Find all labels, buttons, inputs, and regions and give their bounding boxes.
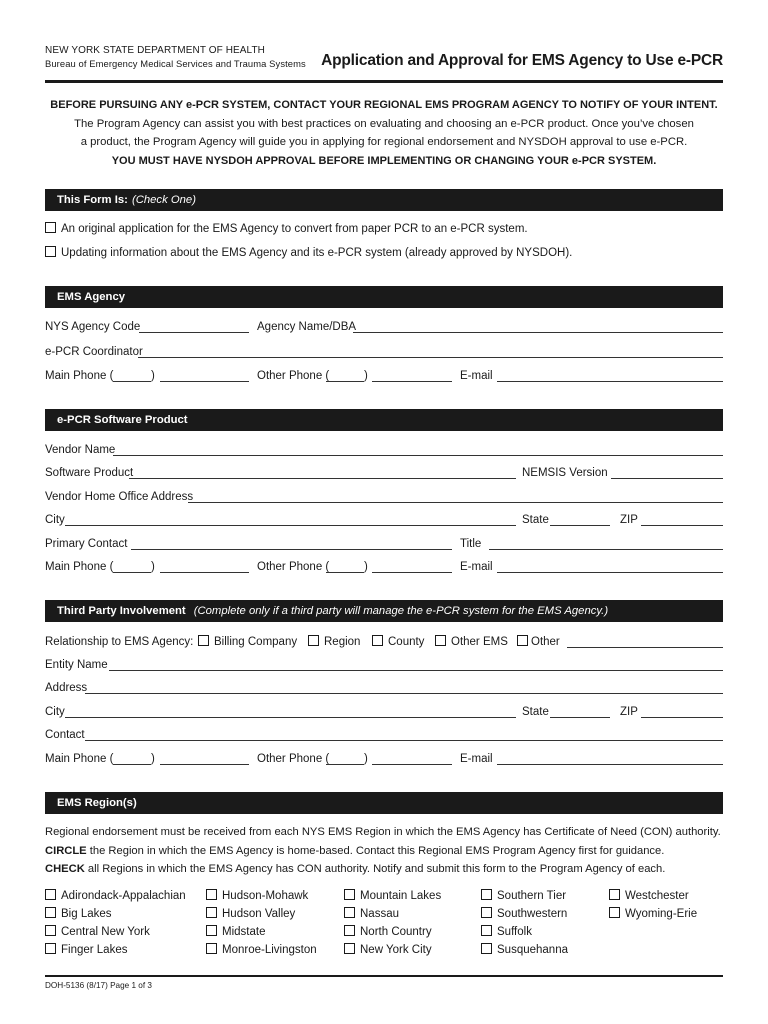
contact-field[interactable] [85, 740, 723, 741]
checkbox[interactable] [344, 925, 355, 936]
checkbox[interactable] [609, 907, 620, 918]
checkbox[interactable] [372, 635, 383, 646]
section-bar-software [45, 409, 723, 431]
zip-field[interactable] [641, 717, 723, 718]
region-label: Big Lakes [61, 908, 112, 920]
checkbox[interactable] [206, 943, 217, 954]
region-label: Hudson-Mohawk [222, 890, 309, 902]
city-field[interactable] [65, 717, 516, 718]
state-label: State [522, 514, 549, 526]
section-note: (Check One) [131, 194, 196, 206]
other-phone-area-field[interactable] [326, 381, 364, 382]
entity-name-label: Entity Name [45, 659, 108, 671]
checkbox[interactable] [45, 943, 56, 954]
option-original-application[interactable] [45, 221, 528, 237]
bureau-name: Bureau of Emergency Medical Services and Trauma Systems [45, 58, 306, 69]
vendor-name-field[interactable] [113, 455, 723, 456]
email-field[interactable] [497, 381, 723, 382]
intro-text-2: a product, the Program Agency will guide you in applying for regional endorsement and NYSDOH approval to use e-PCR. [80, 136, 688, 148]
software-row-phone [45, 558, 723, 576]
region-option[interactable] [45, 923, 186, 941]
nemsis-field[interactable] [611, 478, 723, 479]
option-region[interactable] [308, 633, 360, 651]
checkbox[interactable] [344, 907, 355, 918]
region-column-3 [344, 887, 441, 959]
section-heading: Third Party Involvement [57, 605, 186, 617]
region-option[interactable] [481, 941, 568, 959]
regions-endorsement-text: Regional endorsement must be received from each NYS EMS Region in which the EMS Agency has Certificate of Need (CON) authority. [45, 826, 721, 838]
agency-row-3 [45, 367, 723, 385]
checkbox[interactable] [609, 889, 620, 900]
city-label: City [45, 514, 65, 526]
home-office-label: Vendor Home Office Address [45, 491, 194, 503]
checkbox[interactable] [435, 635, 446, 646]
checkbox[interactable] [206, 889, 217, 900]
address-field[interactable] [85, 693, 723, 694]
other-phone-field[interactable] [372, 572, 452, 573]
region-option[interactable] [45, 887, 186, 905]
region-option[interactable] [481, 887, 568, 905]
circle-text: the Region in which the EMS Agency is home-based. Contact this Regional EMS Program Agency first for guidance. [86, 844, 665, 857]
section-bar-ems-regions [45, 792, 723, 814]
software-product-label: Software Product [45, 467, 134, 479]
section-heading: This Form Is: [57, 194, 128, 206]
circle-keyword: CIRCLE [45, 844, 87, 857]
agency-row-1 [45, 318, 723, 336]
entity-row [45, 656, 723, 674]
third-party-phone-row [45, 750, 723, 768]
checkbox[interactable] [206, 925, 217, 936]
option-other-ems[interactable] [435, 633, 508, 651]
main-phone-field[interactable] [160, 572, 249, 573]
main-phone-label: Main Phone ( [45, 561, 114, 573]
option-label: Region [324, 636, 361, 648]
region-label: Wyoming-Erie [625, 908, 698, 920]
other-phone-area-field[interactable] [326, 764, 364, 765]
region-label: Mountain Lakes [360, 890, 442, 902]
checkbox[interactable] [45, 925, 56, 936]
option-label: Other EMS [451, 636, 508, 648]
city-field[interactable] [65, 525, 516, 526]
form-footer: DOH-5136 (8/17) Page 1 of 3 [45, 981, 152, 990]
region-label: Westchester [625, 890, 689, 902]
option-label: Updating information about the EMS Agency and its e-PCR system (already approved by NYSDOH). [61, 247, 573, 259]
regions-instructions [45, 823, 735, 879]
other-phone-label: Other Phone ( [257, 561, 330, 573]
region-column-5 [609, 887, 697, 923]
paren-close: ) [151, 753, 155, 765]
software-row-city [45, 511, 723, 529]
main-phone-field[interactable] [160, 764, 249, 765]
software-product-field[interactable] [129, 478, 516, 479]
agency-block [45, 44, 306, 70]
state-field[interactable] [550, 525, 610, 526]
home-office-field[interactable] [188, 502, 723, 503]
agency-code-label: NYS Agency Code [45, 321, 141, 333]
region-label: Adirondack-Appalachian [61, 890, 186, 902]
region-label: Southwestern [497, 908, 568, 920]
intro-text-1: The Program Agency can assist you with best practices on evaluating and choosing an e-PCR product. Once you’ve chosen [74, 117, 694, 130]
section-heading: EMS Region(s) [57, 797, 137, 809]
zip-label: ZIP [620, 514, 638, 526]
region-option[interactable] [609, 887, 697, 905]
checkbox[interactable] [198, 635, 209, 646]
other-relationship-field[interactable] [567, 647, 723, 648]
region-option[interactable] [206, 887, 317, 905]
other-phone-label: Other Phone ( [257, 370, 330, 382]
software-row-vendor [45, 441, 723, 459]
state-field[interactable] [550, 717, 610, 718]
main-phone-area-field[interactable] [113, 381, 151, 382]
region-label: New York City [360, 944, 432, 956]
region-option[interactable] [344, 941, 441, 959]
option-billing-company[interactable] [198, 633, 297, 651]
paren-close: ) [364, 561, 368, 573]
checkbox[interactable] [481, 907, 492, 918]
section-bar-form-type [45, 189, 723, 211]
region-option[interactable] [344, 923, 441, 941]
option-label: An original application for the EMS Agency to convert from paper PCR to an e-PCR system. [61, 223, 528, 235]
region-option[interactable] [609, 905, 697, 923]
checkbox[interactable] [481, 943, 492, 954]
checkbox[interactable] [481, 889, 492, 900]
option-label: County [388, 636, 425, 648]
email-field[interactable] [497, 764, 723, 765]
relationship-row [45, 633, 723, 651]
state-label: State [522, 706, 549, 718]
regions-circle-instruction [45, 842, 735, 861]
zip-label: ZIP [620, 706, 638, 718]
agency-code-field[interactable] [139, 332, 249, 333]
section-heading: e-PCR Software Product [57, 414, 188, 426]
region-label: Suffolk [497, 926, 532, 938]
checkbox[interactable] [481, 925, 492, 936]
region-option[interactable] [206, 923, 317, 941]
email-label: E-mail [460, 753, 493, 765]
region-option[interactable] [344, 905, 441, 923]
region-label: Midstate [222, 926, 266, 938]
region-option[interactable] [45, 905, 186, 923]
main-phone-label: Main Phone ( [45, 370, 114, 382]
nemsis-label: NEMSIS Version [522, 467, 608, 479]
regions-check-instruction [45, 860, 735, 879]
checkbox[interactable] [45, 222, 56, 233]
section-bar-ems-agency [45, 286, 723, 308]
paren-close: ) [151, 370, 155, 382]
intro-approval-notice: YOU MUST HAVE NYSDOH APPROVAL BEFORE IMPLEMENTING OR CHANGING YOUR e-PCR SYSTEM. [111, 154, 657, 167]
intro-block [45, 96, 723, 170]
entity-name-field[interactable] [109, 670, 723, 671]
address-row [45, 679, 723, 697]
intro-warning: BEFORE PURSUING ANY e-PCR SYSTEM, CONTACT YOUR REGIONAL EMS PROGRAM AGENCY TO NOTIFY OF YOUR INTENT. [50, 99, 718, 111]
relationship-label: Relationship to EMS Agency: [45, 636, 194, 648]
main-phone-label: Main Phone ( [45, 753, 114, 765]
region-label: Hudson Valley [222, 908, 296, 920]
header-divider [45, 80, 723, 83]
agency-name-field[interactable] [353, 332, 723, 333]
vendor-name-label: Vendor Name [45, 444, 116, 456]
checkbox[interactable] [45, 889, 56, 900]
paren-close: ) [151, 561, 155, 573]
contact-label: Contact [45, 729, 85, 741]
section-note: (Complete only if a third party will manage the e-PCR system for the EMS Agency.) [193, 605, 609, 617]
other-phone-field[interactable] [372, 764, 452, 765]
region-label: Southern Tier [497, 890, 567, 902]
department-name: NEW YORK STATE DEPARTMENT OF HEALTH [45, 45, 266, 56]
email-label: E-mail [460, 370, 493, 382]
primary-contact-label: Primary Contact [45, 538, 128, 550]
region-label: Central New York [61, 926, 150, 938]
paren-close: ) [364, 753, 368, 765]
checkbox[interactable] [344, 943, 355, 954]
option-other[interactable] [517, 633, 560, 651]
check-keyword: CHECK [45, 863, 85, 875]
coordinator-field[interactable] [138, 357, 723, 358]
primary-contact-field[interactable] [131, 549, 452, 550]
address-label: Address [45, 682, 88, 694]
form-header [45, 44, 723, 80]
other-phone-field[interactable] [372, 381, 452, 382]
email-label: E-mail [460, 561, 493, 573]
checkbox[interactable] [517, 635, 528, 646]
main-phone-area-field[interactable] [113, 764, 151, 765]
paren-close: ) [364, 370, 368, 382]
other-phone-label: Other Phone ( [257, 753, 330, 765]
software-row-address [45, 488, 723, 506]
region-column-1 [45, 887, 186, 959]
city-label: City [45, 706, 65, 718]
third-party-city-row [45, 703, 723, 721]
software-row-contact [45, 535, 723, 553]
title-field[interactable] [489, 549, 723, 550]
checkbox[interactable] [45, 246, 56, 257]
region-option[interactable] [45, 941, 186, 959]
check-text: all Regions in which the EMS Agency has CON authority. Notify and submit this form to the Program Agency of each. [84, 863, 666, 875]
option-county[interactable] [372, 633, 424, 651]
agency-name-label: Agency Name/DBA [257, 321, 357, 333]
region-label: Monroe-Livingston [222, 944, 317, 956]
main-phone-area-field[interactable] [113, 572, 151, 573]
title-label: Title [460, 538, 482, 550]
region-option[interactable] [344, 887, 441, 905]
region-label: North Country [360, 926, 432, 938]
email-field[interactable] [497, 572, 723, 573]
region-option[interactable] [206, 941, 317, 959]
checkbox[interactable] [45, 907, 56, 918]
form-title: Application and Approval for EMS Agency to Use e-PCR [321, 52, 723, 69]
option-label: Other [531, 636, 560, 648]
other-phone-area-field[interactable] [326, 572, 364, 573]
agency-row-2 [45, 343, 723, 361]
contact-row [45, 726, 723, 744]
region-label: Susquehanna [497, 944, 568, 956]
zip-field[interactable] [641, 525, 723, 526]
checkbox[interactable] [308, 635, 319, 646]
main-phone-field[interactable] [160, 381, 249, 382]
region-column-2 [206, 887, 317, 959]
software-row-product [45, 464, 723, 482]
region-option[interactable] [481, 905, 568, 923]
option-label: Billing Company [214, 636, 298, 648]
region-label: Nassau [360, 908, 399, 920]
region-column-4 [481, 887, 568, 959]
region-option[interactable] [206, 905, 317, 923]
section-bar-third-party [45, 600, 723, 622]
checkbox[interactable] [344, 889, 355, 900]
region-option[interactable] [481, 923, 568, 941]
option-updating-information[interactable] [45, 245, 572, 261]
section-heading: EMS Agency [57, 291, 126, 303]
region-label: Finger Lakes [61, 944, 128, 956]
coordinator-label: e-PCR Coordinator [45, 346, 143, 358]
checkbox[interactable] [206, 907, 217, 918]
footer-divider [45, 975, 723, 977]
